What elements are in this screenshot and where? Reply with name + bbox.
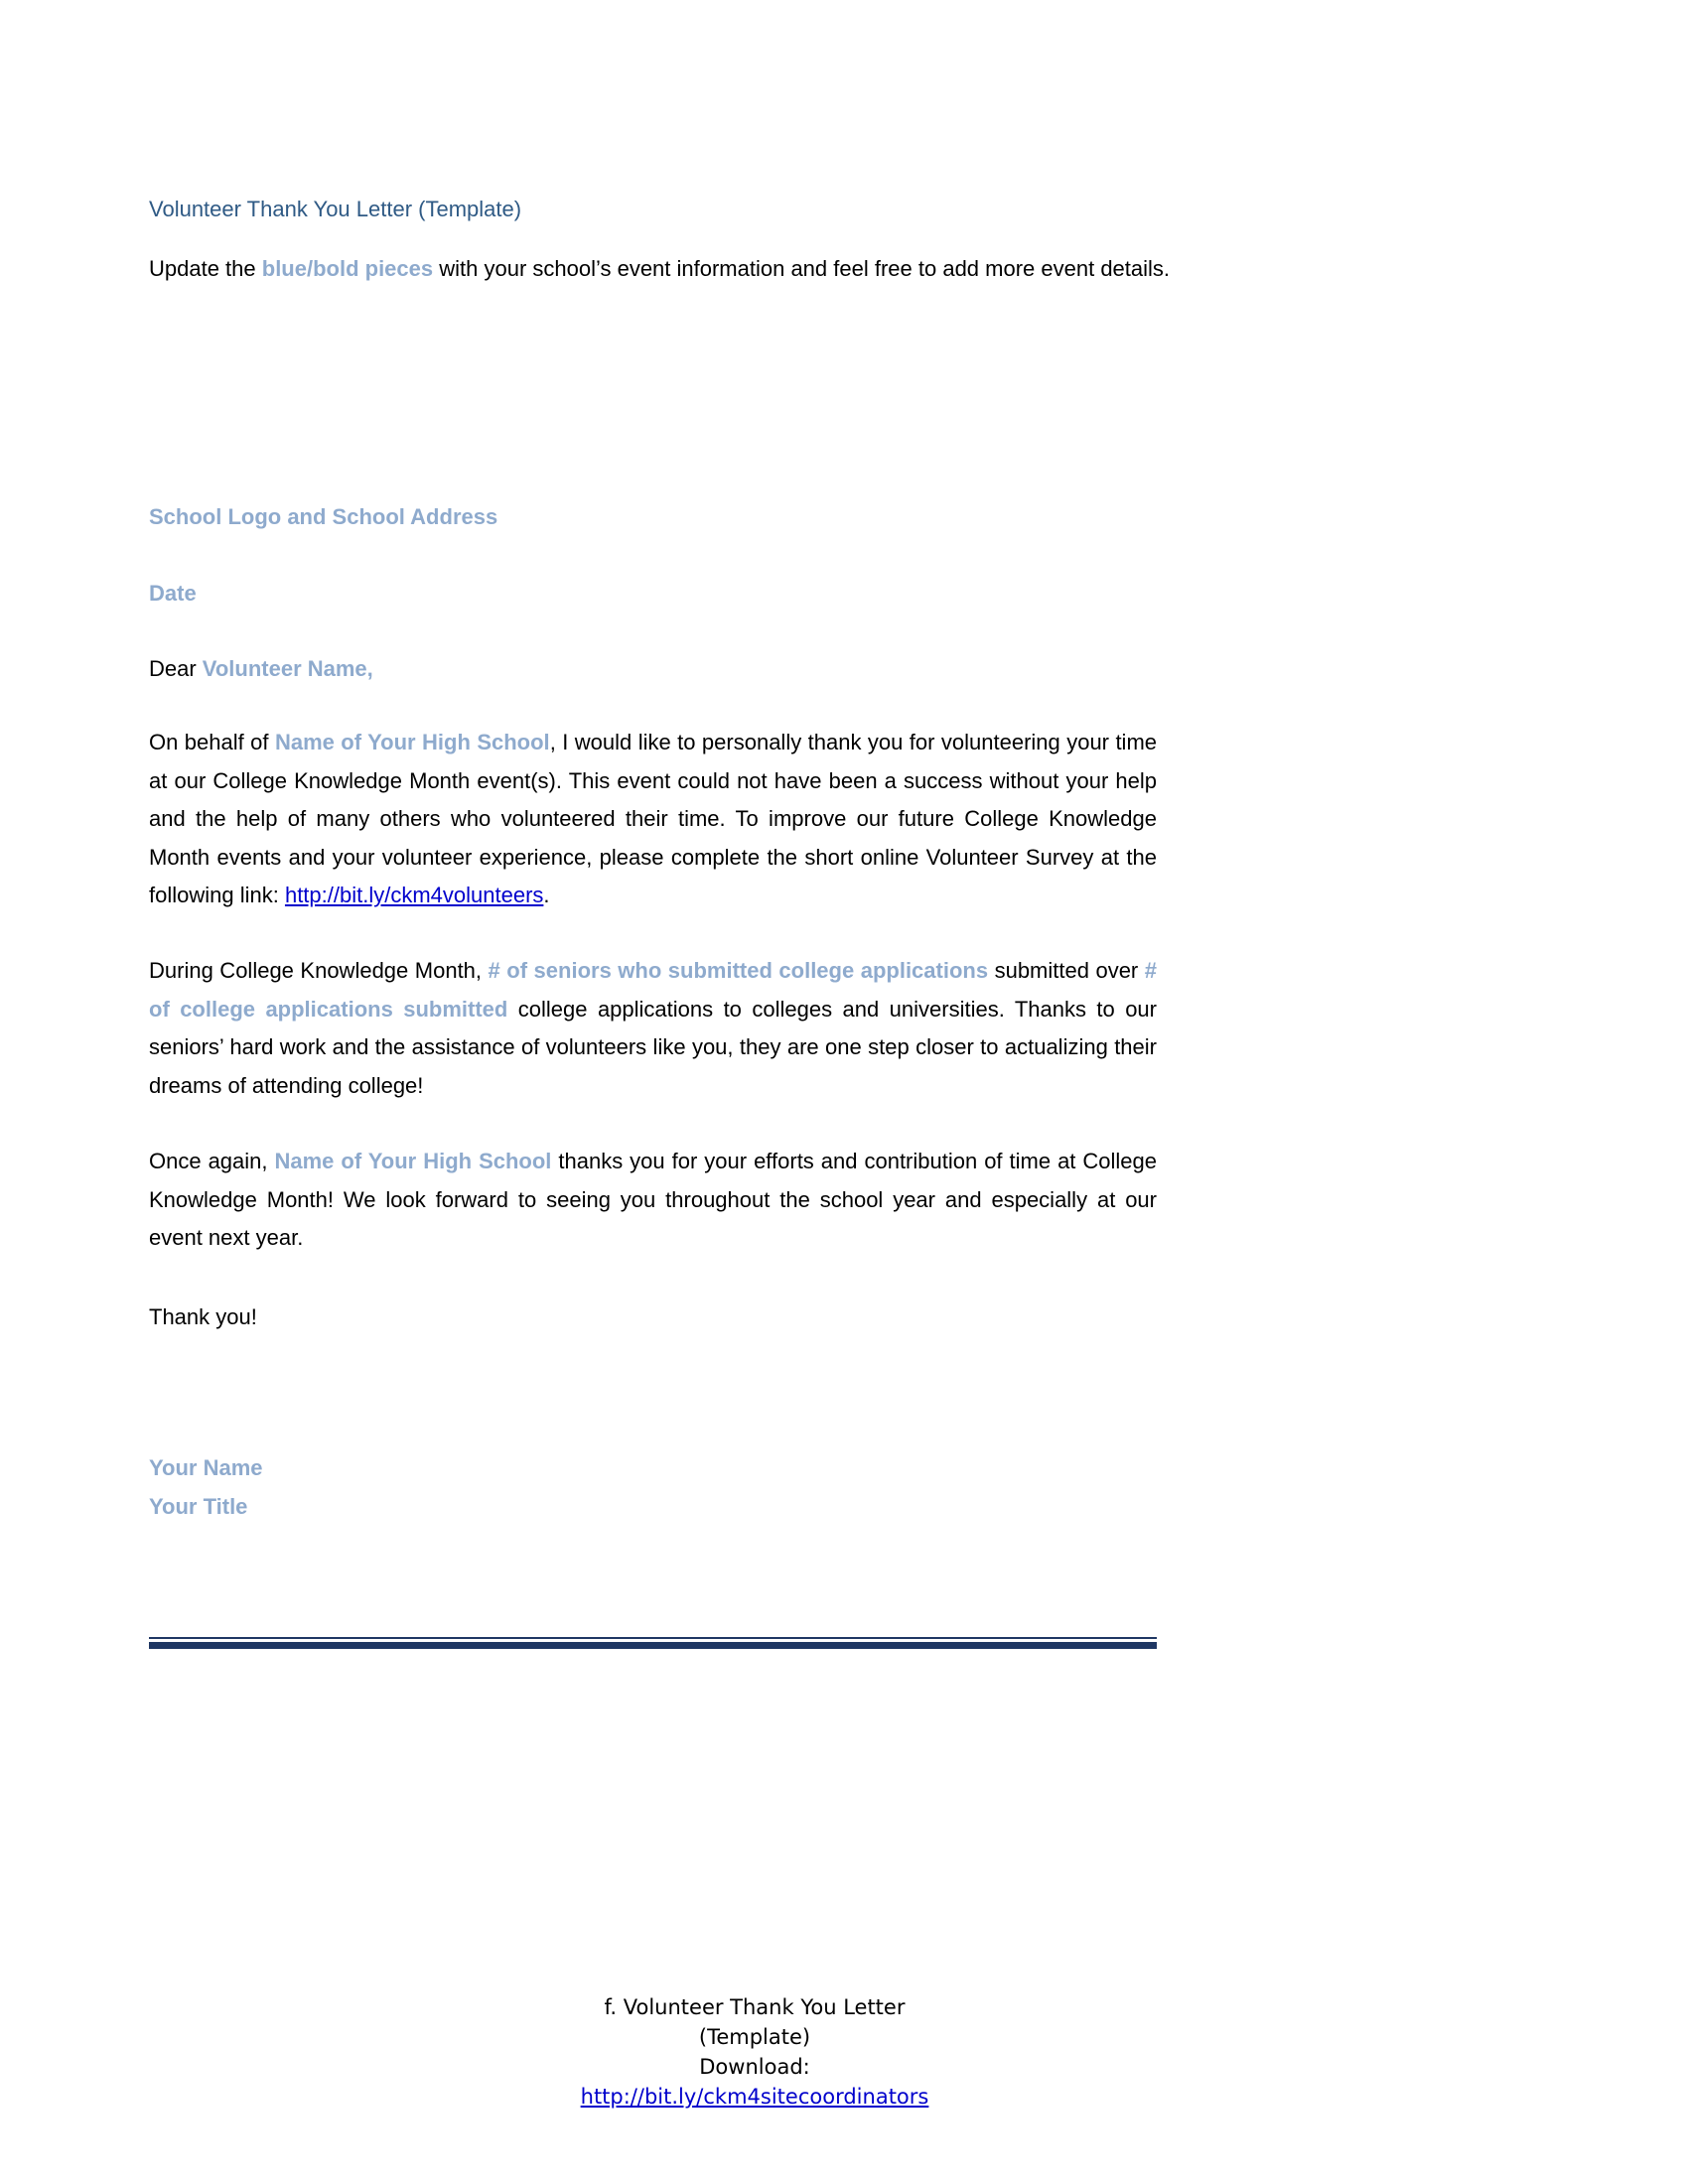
divider-thin (149, 1637, 1157, 1639)
paragraph1-text-1: On behalf of (149, 730, 275, 754)
paragraph1-text-3: . (543, 883, 550, 907)
paragraph-thanks (149, 724, 1157, 915)
applications-count-placeholder: # of college applications submitted (149, 958, 1158, 1022)
paragraph2-text-2: submitted over (988, 958, 1145, 983)
logo-address-placeholder: School Logo and School Address (149, 504, 498, 529)
your-name-placeholder: Your Name (149, 1455, 263, 1480)
paragraph2-text-3: college applications to colleges and universities. Thanks to our seniors’ hard work and the assistance of volunteers like you, they are one step closer to actualizing their dreams of attending college! (149, 996, 1157, 1098)
instructions (149, 256, 1172, 281)
date-placeholder: Date (149, 581, 197, 606)
footer (546, 1992, 963, 2112)
divider-thick (149, 1642, 1157, 1649)
paragraph1-text-2: , I would like to personally thank you for volunteering your time at our College Knowledge Month event(s). This event could not have been a success without your help and the help of many others who volunteered their time. To improve our future College Knowledge Month events and your volunteer experience, please complete the short online Volunteer Survey at the following link: (149, 730, 1158, 907)
paragraph3-text-2: thanks you for your efforts and contribution of time at College Knowledge Month! We look forward to seeing you throughout the school year and especially at our event next year. (149, 1149, 1157, 1250)
school-name-placeholder: Name of Your High School (274, 730, 550, 754)
site-coordinators-link[interactable]: http://bit.ly/ckm4sitecoordinators (580, 2085, 929, 2109)
document-title: Volunteer Thank You Letter (Template) (149, 197, 522, 221)
salutation-prefix: Dear (149, 656, 203, 681)
salutation (149, 656, 373, 682)
school-name-placeholder-2: Name of Your High School (274, 1149, 552, 1173)
your-title-placeholder: Your Title (149, 1494, 248, 1519)
seniors-count-placeholder: # of seniors who submitted college applications (488, 958, 989, 983)
footer-download-label: Download: (699, 2055, 810, 2079)
instructions-suffix: with your school’s event information and feel free to add more event details. (433, 256, 1171, 281)
volunteer-name-placeholder: Volunteer Name, (202, 656, 373, 681)
signature-block (149, 1448, 263, 1526)
paragraph-closing (149, 1143, 1157, 1258)
instructions-highlight: blue/bold pieces (261, 256, 434, 281)
closing-line: Thank you! (149, 1304, 257, 1329)
instructions-prefix: Update the (149, 256, 262, 281)
paragraph-results (149, 952, 1157, 1105)
paragraph3-text-1: Once again, (149, 1149, 275, 1173)
footer-caption: f. Volunteer Thank You Letter (Template) (604, 1995, 906, 2049)
footer-download (546, 2052, 963, 2112)
volunteer-survey-link[interactable]: http://bit.ly/ckm4volunteers (284, 883, 544, 907)
paragraph2-text-1: During College Knowledge Month, (149, 958, 489, 983)
